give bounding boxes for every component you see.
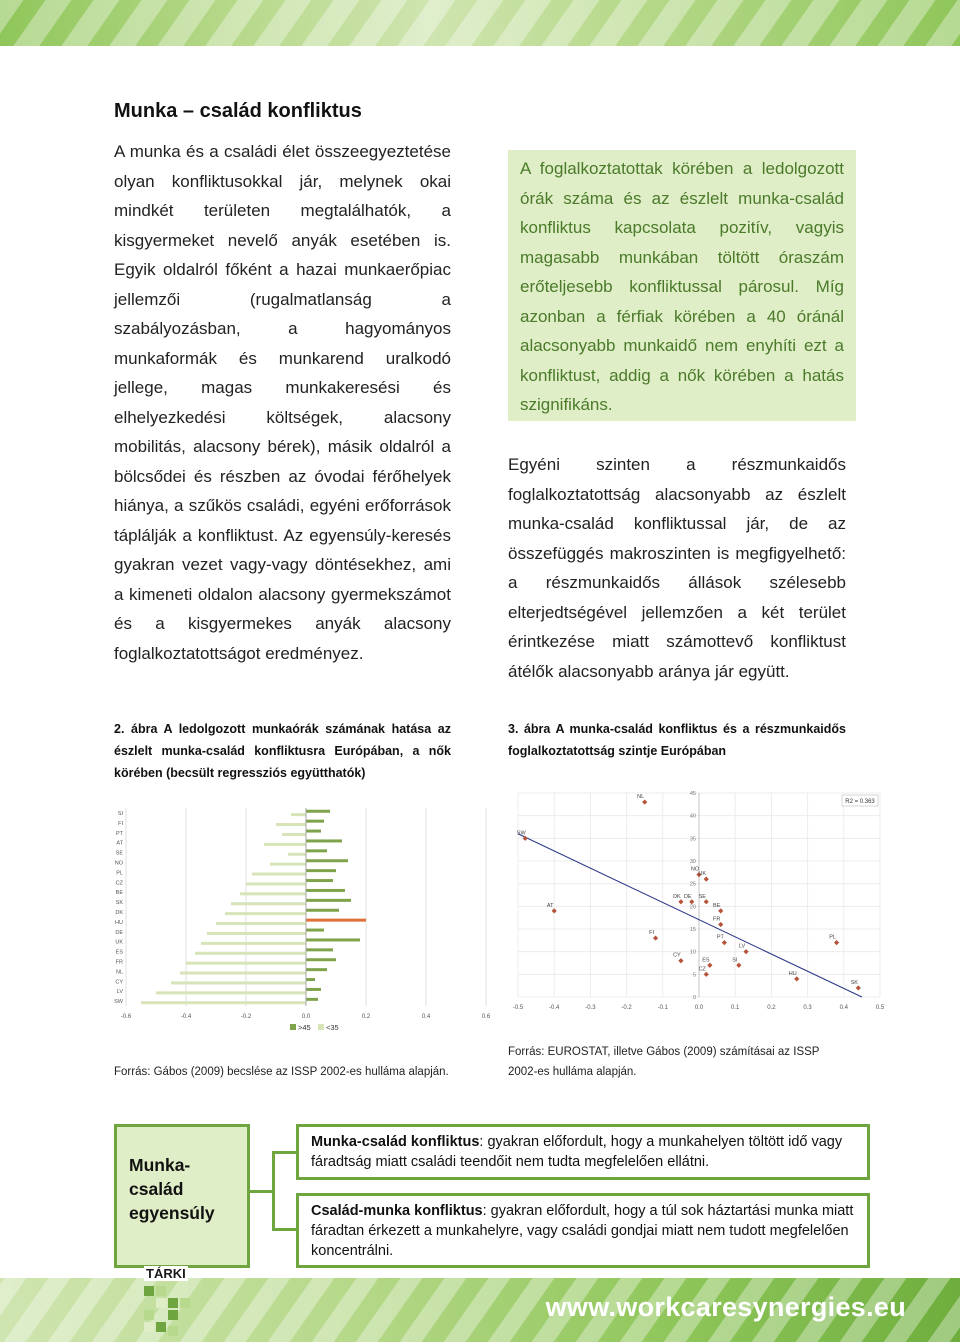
legend-swatch-gt45 xyxy=(290,1024,296,1030)
family-work-conflict-term: Család-munka konfliktus xyxy=(311,1203,483,1219)
bar-chart-category-label: SI xyxy=(117,810,123,817)
bar-chart-category-label: CZ xyxy=(115,880,123,887)
scatter-point-label: FI xyxy=(649,930,655,937)
figure2-source: Forrás: Gábos (2009) becslése az ISSP 2002-es hulláma alapján. xyxy=(114,1066,449,1078)
work-family-balance-box xyxy=(114,1124,250,1268)
logo-square xyxy=(156,1322,166,1332)
scatter-point-label: SK xyxy=(850,979,858,986)
top-decorative-band xyxy=(0,0,960,46)
bar-chart-x-tick: 0.6 xyxy=(481,1014,491,1020)
scatter-point xyxy=(704,972,709,977)
bar-lt35 xyxy=(207,932,306,935)
scatter-point xyxy=(552,908,557,913)
bar-lt35 xyxy=(276,823,306,826)
scatter-point-label: SE xyxy=(698,893,706,900)
bar-gt45 xyxy=(306,938,360,941)
scatter-chart xyxy=(508,785,888,1015)
legend-label-gt45: >45 xyxy=(298,1023,311,1032)
scatter-x-tick: -0.1 xyxy=(657,1005,668,1011)
bar-gt45 xyxy=(306,899,351,902)
bar-chart-category-label: ES xyxy=(115,949,123,956)
website-link[interactable]: www.workcaresynergies.eu xyxy=(545,1292,906,1322)
scatter-point-label: DK xyxy=(673,893,681,900)
bar-chart-category-label: CY xyxy=(115,979,123,986)
left-paragraph: A munka és a családi élet összeegyeztetése olyan konfliktusokkal jár, melynek okai mindkét területen megtalálhatók, a kisgyermeket nevelő anyák esetében is. Egyik oldalról főként a hazai munkaerőpiac jellemzői (rugalmatlanság a szabályozásban, a hagyományos munkaformák és munkarend uralkodó jellege, magas munkakeresési és elhelyezkedési költségek, alacsony mobilitás, alacsony bérek), másik oldalról a bölcsődei és részben az óvodai férőhelyek hiánya, a szűkös családi, egyéni erőforrások táplálják a konfliktust. Az egyensúly-keresés gyakran vezet vagy-vagy döntésekhez, ami a kimeneti oldalon alacsony gyermekszámot és a kisgyermekes anyák alacsony foglalkoztatottságot eredményez. xyxy=(114,142,451,663)
bar-lt35 xyxy=(180,972,306,975)
bar-chart-category-label: NL xyxy=(115,969,123,976)
scatter-point xyxy=(704,877,709,882)
scatter-point xyxy=(856,985,861,990)
scatter-x-tick: 0.4 xyxy=(839,1005,848,1011)
logo-square xyxy=(144,1322,154,1332)
bar-gt45 xyxy=(306,869,336,872)
logo-square xyxy=(180,1298,190,1308)
bar-gt45 xyxy=(306,810,330,813)
bar-gt45 xyxy=(306,839,342,842)
bar-gt45 xyxy=(306,929,324,932)
scatter-point xyxy=(718,922,723,927)
scatter-point-label: HU xyxy=(788,970,797,977)
bar-chart-category-label: DE xyxy=(115,929,123,936)
scatter-y-tick: 25 xyxy=(689,881,696,888)
highlight-box xyxy=(508,150,856,421)
highlight-text: A foglalkoztatottak körében a ledolgozott órák száma és az észlelt munka-család konfliktus kapcsolata pozitív, vagyis magasabb munkában töltött óraszám erőteljesebb konfliktussal párosul. Míg azonban a férfiak körében a 40 óránál alacsonyabb munkaidő nem enyhíti ezt a konfliktust, addig a nők körében a hatás szignifikáns. xyxy=(520,159,844,414)
logo-square xyxy=(168,1298,178,1308)
logo-square xyxy=(168,1326,178,1336)
bar-gt45 xyxy=(306,830,321,833)
family-work-conflict-box xyxy=(296,1193,870,1268)
bar-chart-category-label: SW xyxy=(114,999,123,1006)
bar-gt45 xyxy=(306,978,315,981)
scatter-point-label: DE xyxy=(683,893,692,900)
right-paragraph: Egyéni szinten a részmunkaidős foglalkoztatottság alacsonyabb az észlelt munka-család konfliktussal jár, de az összefüggés makroszinten is megfigyelhető: a részmunkaidős állások szélesebb elterjedtségével jellemzően a két terület érintkezése miatt számottevő konfliktust átélők alacsonyabb aránya jár együtt. xyxy=(508,455,846,681)
bar-lt35 xyxy=(246,882,306,885)
logo-square xyxy=(144,1310,154,1320)
bar-chart-x-tick: 0.2 xyxy=(361,1014,371,1020)
scatter-point-label: AT xyxy=(546,902,554,909)
bar-lt35 xyxy=(252,873,306,876)
scatter-point xyxy=(794,976,799,981)
scatter-point-label: UK xyxy=(698,871,707,878)
bar-lt35 xyxy=(186,962,306,965)
scatter-x-tick: 0.3 xyxy=(803,1005,812,1011)
bar-chart-category-label: SE xyxy=(115,850,123,857)
scatter-y-tick: 40 xyxy=(689,813,696,820)
scatter-point xyxy=(718,908,723,913)
bar-lt35 xyxy=(288,853,306,856)
scatter-y-tick: 15 xyxy=(689,927,696,933)
scatter-point-label: CZ xyxy=(698,966,706,973)
scatter-x-tick: 0.2 xyxy=(767,1005,776,1011)
bar-chart-x-tick: -0.6 xyxy=(120,1014,132,1020)
bar-chart-category-label: LV xyxy=(116,989,123,996)
bar-gt45 xyxy=(306,879,333,882)
bar-chart-x-tick: -0.4 xyxy=(180,1014,192,1020)
legend-swatch-lt35 xyxy=(318,1024,324,1030)
bar-chart-category-label: SK xyxy=(115,900,123,907)
scatter-x-tick: -0.2 xyxy=(621,1005,632,1011)
scatter-point xyxy=(707,963,712,968)
bar-gt45 xyxy=(306,820,324,823)
scatter-x-tick: -0.3 xyxy=(585,1005,596,1011)
bar-gt45 xyxy=(306,919,366,922)
bar-lt35 xyxy=(201,942,306,945)
scatter-x-tick: -0.4 xyxy=(549,1005,560,1011)
bar-chart-x-tick: 0.4 xyxy=(421,1014,431,1020)
bar-lt35 xyxy=(225,912,306,915)
scatter-point xyxy=(653,935,658,940)
bar-chart-category-label: FR xyxy=(115,959,123,966)
work-family-conflict-box xyxy=(296,1124,870,1180)
scatter-y-tick: 30 xyxy=(689,859,696,865)
logo-square xyxy=(144,1286,154,1296)
logo-square xyxy=(168,1310,178,1320)
bar-gt45 xyxy=(306,968,327,971)
bar-gt45 xyxy=(306,849,327,852)
scatter-point-label: CY xyxy=(673,952,681,959)
bar-chart-category-label: UK xyxy=(115,939,123,946)
scatter-point-label: PL xyxy=(829,934,836,941)
scatter-point-label: NO xyxy=(690,866,700,873)
bar-gt45 xyxy=(306,958,336,961)
bar-chart-x-tick: 0.0 xyxy=(301,1014,311,1020)
scatter-y-tick: 45 xyxy=(689,791,696,797)
bar-chart-category-label: AT xyxy=(116,840,123,847)
bar-chart-category-label: PT xyxy=(115,830,123,837)
bar-gt45 xyxy=(306,909,339,912)
bar-chart-category-label: BE xyxy=(115,890,123,897)
page-title: Munka – család konfliktus xyxy=(114,100,362,122)
tarki-logo-text: TÁRKI xyxy=(146,1266,186,1281)
scatter-point-label: BE xyxy=(713,902,721,909)
bar-lt35 xyxy=(216,922,306,925)
figure3-source: Forrás: EUROSTAT, illetve Gábos (2009) számításai az ISSP 2002-es hulláma alapján. xyxy=(508,1046,820,1078)
scatter-point-label: SW xyxy=(516,830,526,837)
logo-square xyxy=(156,1286,166,1296)
scatter-y-tick: 5 xyxy=(692,972,696,979)
tarki-logo xyxy=(138,1266,200,1342)
bar-gt45 xyxy=(306,948,333,951)
scatter-x-tick: 0.0 xyxy=(694,1005,704,1011)
bar-lt35 xyxy=(282,833,306,836)
r2-label: R2 = 0.363 xyxy=(845,799,875,805)
scatter-y-tick: 0 xyxy=(692,995,696,1001)
work-family-conflict-text: : gyakran előfordult, hogy a munkahelyen töltött idő vagy fáradtság miatt családi teendőit nem tudta megfelelően ellátni. xyxy=(311,1134,843,1170)
work-family-conflict-term: Munka-család konfliktus xyxy=(311,1134,480,1150)
bar-lt35 xyxy=(264,843,306,846)
bar-lt35 xyxy=(141,1001,306,1004)
scatter-x-tick: 0.5 xyxy=(875,1005,885,1011)
scatter-point-label: SI xyxy=(732,957,738,964)
scatter-y-tick: 20 xyxy=(689,904,696,911)
scatter-point-label: FR xyxy=(713,916,721,923)
scatter-point-label: PT xyxy=(716,934,724,941)
legend-label-lt35: <35 xyxy=(326,1023,339,1032)
connector-top xyxy=(272,1151,296,1154)
bar-gt45 xyxy=(306,998,318,1001)
figure2-caption: 2. ábra A ledolgozott munkaórák számának hatása az észlelt munka-család konfliktusra Európában, a nők körében (becsült regressziós együtthatók) xyxy=(114,722,451,780)
bar-chart-category-label: NO xyxy=(114,860,123,867)
bar-lt35 xyxy=(156,991,306,994)
scatter-y-tick: 35 xyxy=(689,836,696,843)
bar-gt45 xyxy=(306,859,348,862)
bar-chart-category-label: PL xyxy=(116,870,123,877)
bar-chart-category-label: HU xyxy=(115,919,123,926)
bar-chart-x-tick: -0.2 xyxy=(240,1014,252,1020)
bar-gt45 xyxy=(306,988,321,991)
scatter-x-tick: 0.1 xyxy=(731,1005,740,1011)
bar-gt45 xyxy=(306,889,345,892)
bar-chart-category-label: DK xyxy=(115,909,123,916)
scatter-x-tick: -0.5 xyxy=(512,1005,524,1011)
family-work-conflict-text: : gyakran előfordult, hogy a túl sok háztartási munka miatt fáradtan érkezett a munkahelyre, vagy családi gondjai miatt nem tudott megfelelően koncentrálni. xyxy=(311,1203,854,1259)
connector-bottom xyxy=(272,1228,296,1231)
scatter-point-label: NL xyxy=(637,794,645,801)
scatter-point xyxy=(743,949,748,954)
bar-lt35 xyxy=(231,902,306,905)
figure3-caption: 3. ábra A munka-család konfliktus és a részmunkaidős foglalkoztatottság szintje Európában xyxy=(508,722,846,758)
scatter-point xyxy=(722,940,727,945)
scatter-point xyxy=(642,799,647,804)
scatter-point xyxy=(678,958,683,963)
bar-chart-category-label: FI xyxy=(118,820,123,827)
scatter-point xyxy=(736,963,741,968)
connector-left xyxy=(250,1190,273,1193)
bar-chart xyxy=(114,800,494,1040)
scatter-y-tick: 10 xyxy=(689,949,696,956)
work-family-balance-label: Munka-család egyensúly xyxy=(129,1155,215,1223)
logo-square xyxy=(156,1298,166,1308)
scatter-point xyxy=(678,899,683,904)
scatter-point xyxy=(704,899,709,904)
bar-lt35 xyxy=(270,863,306,866)
bar-lt35 xyxy=(291,813,306,816)
bar-lt35 xyxy=(171,981,306,984)
bar-lt35 xyxy=(195,952,306,955)
scatter-point xyxy=(834,940,839,945)
bar-lt35 xyxy=(240,892,306,895)
scatter-point-label: LV xyxy=(738,943,746,950)
scatter-point-label: ES xyxy=(702,957,710,964)
